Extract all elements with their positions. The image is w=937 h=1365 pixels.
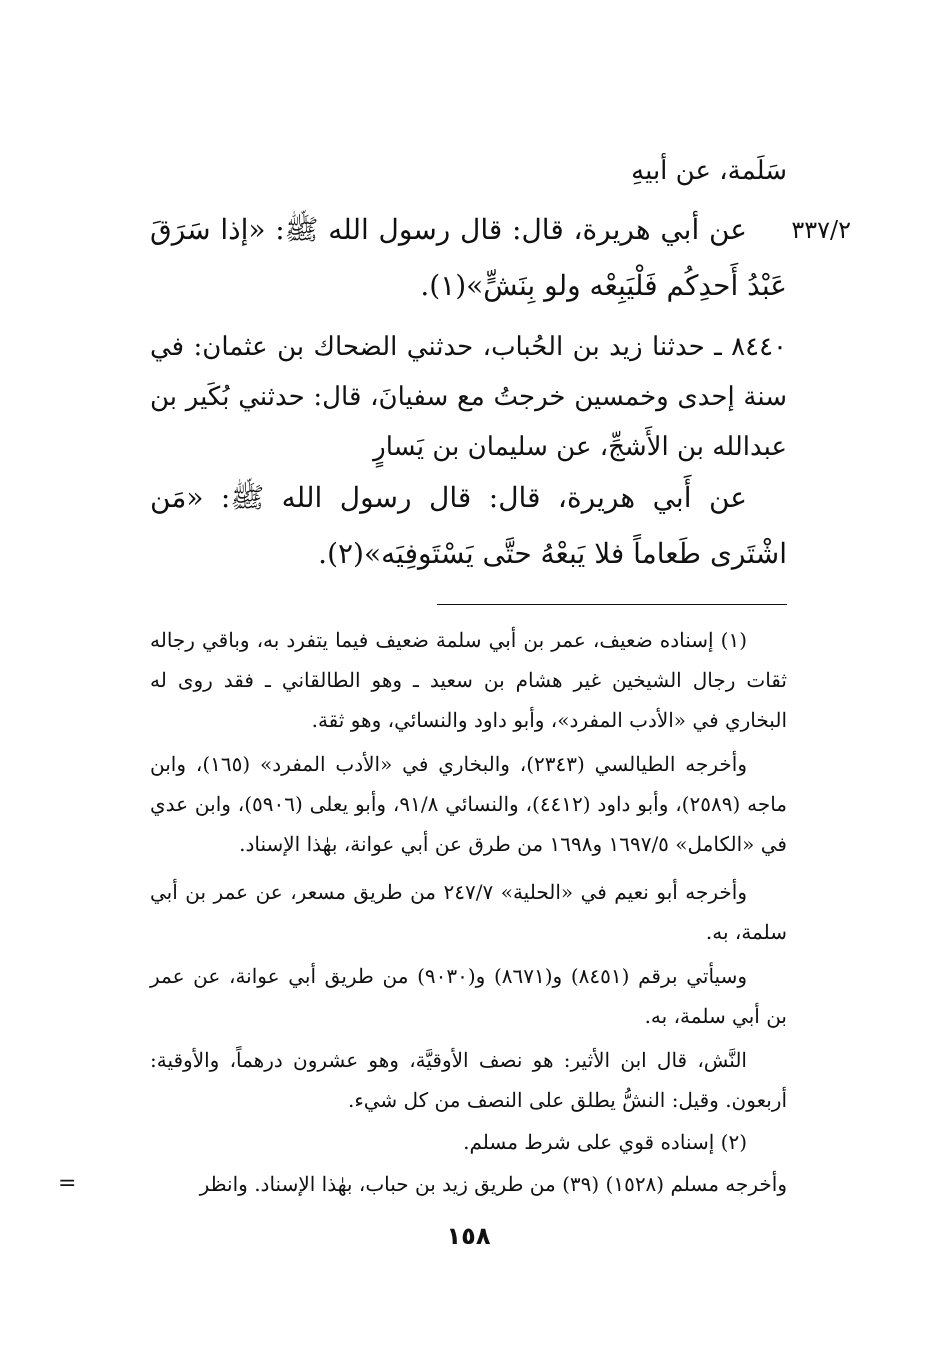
hadith-text-2: عن أَبي هريرة، قال: قال رسول الله ﷺ: «مَن اشْتَرى طَعاماً فلا يَبعْهُ حتَّى يَسْتَوفِيَه»(٢). xyxy=(150,481,787,570)
footnote-1-hilya: وأخرجه أبو نعيم في «الحلية» ٢٤٧/٧ من طريق مسعر، عن عمر بن أبي سلمة، به. xyxy=(150,880,787,944)
footnote-2: (٢) إسناده قوي على شرط مسلم. xyxy=(463,1130,747,1154)
hadith-text-1: عن أبي هريرة، قال: قال رسول الله ﷺ: «إذا سَرَقَ عَبْدُ أَحدِكُم فَلْيَبِعْه ولو بِنَشٍّ»(١). xyxy=(150,213,787,302)
footnote-1-gloss: النَّش، قال ابن الأثير: هو نصف الأوقيَّة، وهو عشرون درهماً، والأوقية: أربعون. وقيل: النشُّ يطلق على النصف من كل شيء. xyxy=(150,1048,787,1112)
footnote-1-cross-ref: وسيأتي برقم (٨٤٥١) و(٨٦٧١) و(٩٠٣٠) من طريق أبي عوانة، عن عمر بن أبي سلمة، به. xyxy=(150,964,787,1028)
footnote-2-takhrij: وأخرجه مسلم (١٥٢٨) (٣٩) من طريق زيد بن حباب، بهٰذا الإسناد. وانظر xyxy=(199,1172,787,1196)
footnote-1: (١) إسناده ضعيف، عمر بن أبي سلمة ضعيف فيما يتفرد به، وباقي رجاله ثقات رجال الشيخين غير هشام بن سعيد ـ وهو الطالقاني ـ فقد روى له البخاري في «الأدب المفرد»، وأبو داود والنسائي، وهو ثقة. xyxy=(150,628,787,732)
isnad-paragraph: ٨٤٤٠ ـ حدثنا زيد بن الحُباب، حدثني الضحاك بن عثمان: في سنة إحدى وخمسين خرجتُ مع سفيانَ، قال: حدثني بُكَير بن عبدالله بن الأَشجِّ، عن سليمان بن يَسارٍ xyxy=(150,332,787,462)
page-number: ١٥٨ xyxy=(446,1222,491,1250)
hadith-reference: ٣٣٧/٢ xyxy=(791,216,851,244)
continuation-mark: = xyxy=(58,1171,77,1196)
footnote-separator xyxy=(437,604,787,605)
footnote-1-takhrij: وأخرجه الطيالسي (٢٣٤٣)، والبخاري في «الأدب المفرد» (١٦٥)، وابن ماجه (٢٥٨٩)، وأبو داود (٤٤١٢)، والنسائي ٩١/٨، وأبو يعلى (٥٩٠٦)، وابن عدي في «الكامل» ١٦٩٧/٥ و١٦٩٨ من طرق عن أبي عوانة، بهٰذا الإسناد. xyxy=(150,752,787,856)
chain-tail: سَلَمة، عن أبيهِ xyxy=(631,156,787,186)
